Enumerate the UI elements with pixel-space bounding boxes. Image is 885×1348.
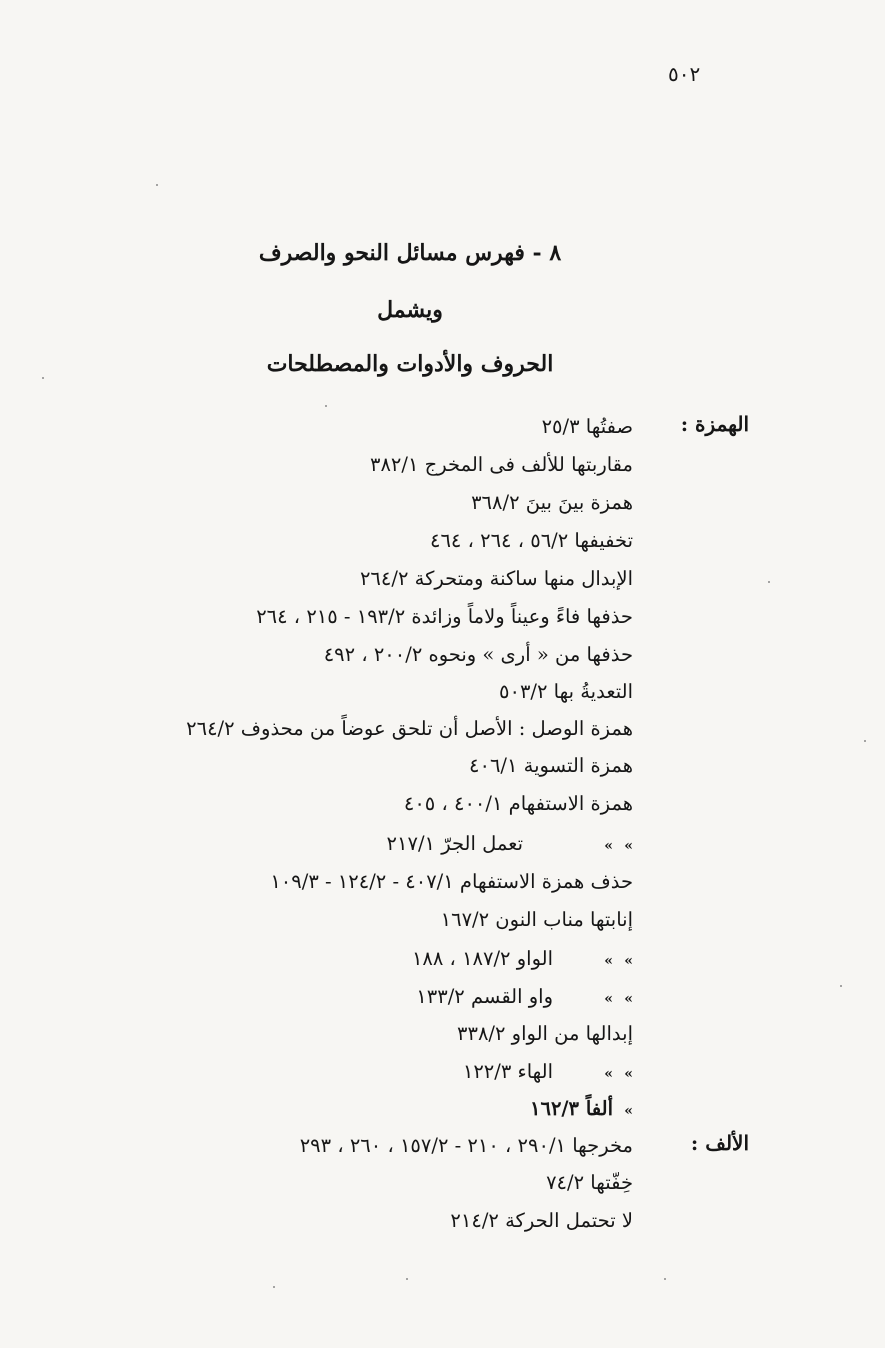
index-entry: لا تحتمل الحركة ٢١٤/٢ [450,1209,633,1232]
scan-speck [840,985,842,987]
index-entry: حذف همزة الاستفهام ٤٠٧/١ - ١٢٤/٢ - ١٠٩/٣ [270,870,633,893]
index-subtitle: ويشمل [377,297,443,323]
index-title: ٨ - فهرس مسائل النحو والصرف [258,240,562,266]
ditto-mark: » [624,953,633,969]
index-entry: الإبدال منها ساكنة ومتحركة ٢٦٤/٢ [359,567,633,590]
index-entry-text: الهاء ١٢٢/٣ [462,1060,553,1083]
ditto-mark: » [624,991,633,1007]
index-entry-text: واو القسم ١٣٣/٢ [416,985,553,1008]
index-entry: مقاربتها للألف فى المخرج ٣٨٢/١ [369,453,633,476]
scan-speck [42,377,44,379]
ditto-mark: » [624,1066,633,1082]
scan-speck [768,581,770,583]
index-entry-ditto [463,1057,633,1089]
scan-speck [325,405,327,407]
index-term-alif: الألف : [690,1131,749,1155]
scan-speck [156,184,158,186]
ditto-mark: » [604,991,613,1007]
scan-speck [864,740,866,742]
ditto-mark: » [604,1066,613,1082]
index-entry-ditto [387,829,633,861]
index-term-hamza: الهمزة : [680,412,749,436]
index-entry-ditto [530,1094,633,1126]
index-entry: حذفها فاءً وعيناً ولاماً وزائدة ١٩٣/٢ - ٢١٥ ، ٢٦٤ [256,605,633,628]
ditto-mark: » [624,838,633,854]
index-entry: خِفّتها ٧٤/٢ [546,1171,633,1194]
index-entry: مخرجها ٢٩٠/١ ، ٢١٠ - ١٥٧/٢ ، ٢٦٠ ، ٢٩٣ [299,1134,633,1157]
index-entry-text: ألفاً ١٦٢/٣ [530,1097,613,1120]
ditto-mark: » [624,1103,633,1119]
index-entry: همزة الاستفهام ٤٠٠/١ ، ٤٠٥ [403,792,633,815]
ditto-mark: » [604,838,613,854]
index-subtitle-detail: الحروف والأدوات والمصطلحات [266,351,554,377]
index-entry: تخفيفها ٥٦/٢ ، ٢٦٤ ، ٤٦٤ [429,529,633,552]
index-entry-text: تعمل الجرّ ٢١٧/١ [386,832,523,855]
index-entry: إبدالها من الواو ٣٣٨/٢ [457,1022,633,1045]
index-entry: همزة بينَ بينَ ٣٦٨/٢ [471,491,633,514]
index-entry-ditto [416,982,633,1014]
page-number: ٥٠٢ [668,62,701,86]
index-entry: همزة الوصل : الأصل أن تلحق عوضاً من محذوف ٢٦٤/٢ [186,717,633,740]
index-entry: حذفها من « أرى » ونحوه ٢٠٠/٢ ، ٤٩٢ [323,643,633,666]
index-entry: همزة التسوية ٤٠٦/١ [469,754,633,777]
scan-speck [664,1278,666,1280]
index-entry: التعديةُ بها ٥٠٣/٢ [499,680,633,703]
index-entry-ditto [412,944,633,976]
ditto-mark: » [604,953,613,969]
index-entry: إنابتها مناب النون ١٦٧/٢ [440,908,633,931]
scan-speck [273,1286,275,1288]
index-entry: صفتُها ٢٥/٣ [541,415,633,438]
scan-speck [406,1278,408,1280]
index-entry-text: الواو ١٨٧/٢ ، ١٨٨ [411,947,553,970]
